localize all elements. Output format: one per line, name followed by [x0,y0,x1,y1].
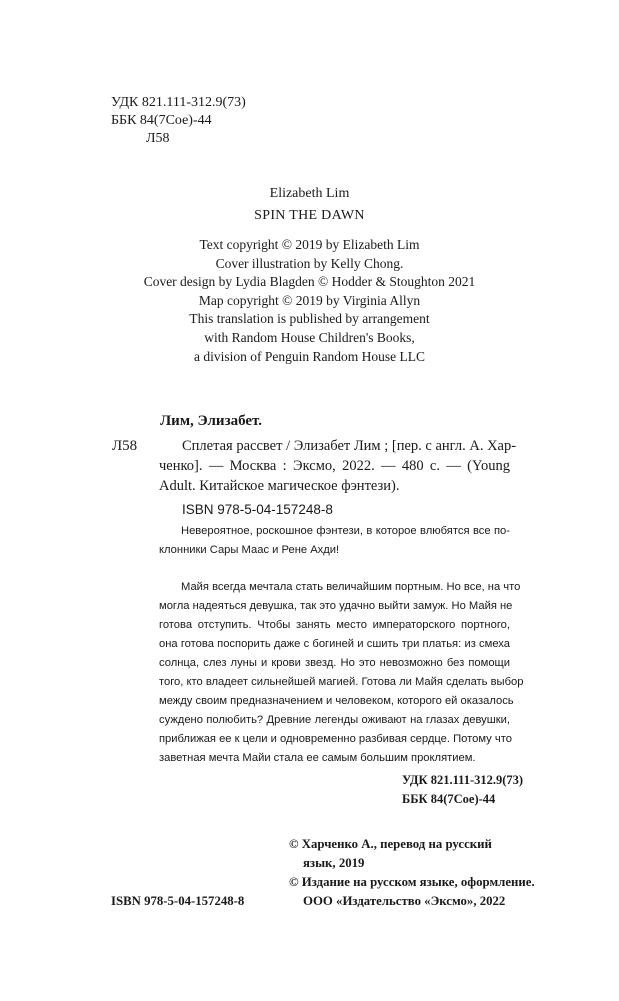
catalog-isbn: ISBN 978-5-04-157248-8 [182,502,333,517]
catalog-sign: Л58 [112,438,138,454]
tagline [159,522,510,560]
tagline-line: Невероятное, роскошное фэнтези, в которое влюбятся все по- [181,525,510,537]
copyright-edition: © Издание на русском языке, оформление. [289,875,535,889]
author-sign: Л58 [146,131,170,146]
annotation-line: могла надеяться девушка, так это удачно выйти замуж. Но Майя не [159,600,513,612]
copyright-translation: © Харченко А., перевод на русский [289,837,492,851]
copyright-publisher: ООО «Издательство «Эксмо», 2022 [303,894,506,908]
annotation-line: она готова поспорить даже с богиней и сшить три платья: из смеха [159,638,510,650]
catalog-desc-line: Adult. Китайское магическое фэнтези). [159,478,400,494]
annotation-line: готова отступить. Чтобы занять место императорского портного, [159,619,510,631]
udk-code: УДК 821.111-312.9(73) [111,95,246,110]
original-credits [0,236,619,366]
catalog-heading: Лим, Элизабет. [160,413,263,429]
credit-line: Cover illustration by Kelly Chong. [215,255,404,271]
credit-line: This translation is published by arrangement [189,311,430,327]
footer-bbk: ББК 84(7Сое)-44 [402,792,496,806]
credit-line: Map copyright © 2019 by Virginia Allyn [198,292,421,308]
credit-line: Text copyright © 2019 by Elizabeth Lim [199,237,420,252]
annotation-line: приближая ее к цели и одновременно разбивая сердце. Потому что [159,733,512,745]
original-title: SPIN THE DAWN [254,208,365,223]
tagline-line: клонники Сары Маас и Рене Ахди! [159,544,340,556]
credit-line: Cover design by Lydia Blagden © Hodder & Stoughton 2021 [143,274,476,290]
annotation-line: между своим предназначением и человеком, которого ей оказалось [159,695,514,707]
annotation-line: солнца, слез луны и крови звезд. Но это невозможно без помощи [159,657,510,669]
credit-line: with Random House Children's Books, [204,329,415,345]
annotation-line: Майя всегда мечтала стать величайшим портным. Но все, на что [181,581,521,593]
annotation-line: того, кто владеет сильнейшей магией. Готова ли Майя сделать выбор [159,676,524,688]
bbk-code: ББК 84(7Сое)-44 [111,113,212,128]
catalog-description [182,436,517,456]
footer-udk: УДК 821.111-312.9(73) [402,773,524,787]
copyright-translation-year: язык, 2019 [303,856,365,870]
bottom-isbn: ISBN 978-5-04-157248-8 [111,894,245,908]
annotation [159,578,524,768]
catalog-desc-line: ченко]. — Москва : Эксмо, 2022. — 480 с. — (Young [159,458,510,474]
annotation-line: заветная мечта Майи стала ее самым большим проклятием. [159,752,476,764]
annotation-line: суждено полюбить? Древние легенды оживают на глазах девушки, [159,714,510,726]
catalog-desc-line: Сплетая рассвет / Элизабет Лим ; [пер. с англ. А. Хар- [182,438,517,454]
credit-line: a division of Penguin Random House LLC [194,348,425,364]
original-author: Elizabeth Lim [269,186,350,201]
catalog-description-cont [159,456,510,496]
